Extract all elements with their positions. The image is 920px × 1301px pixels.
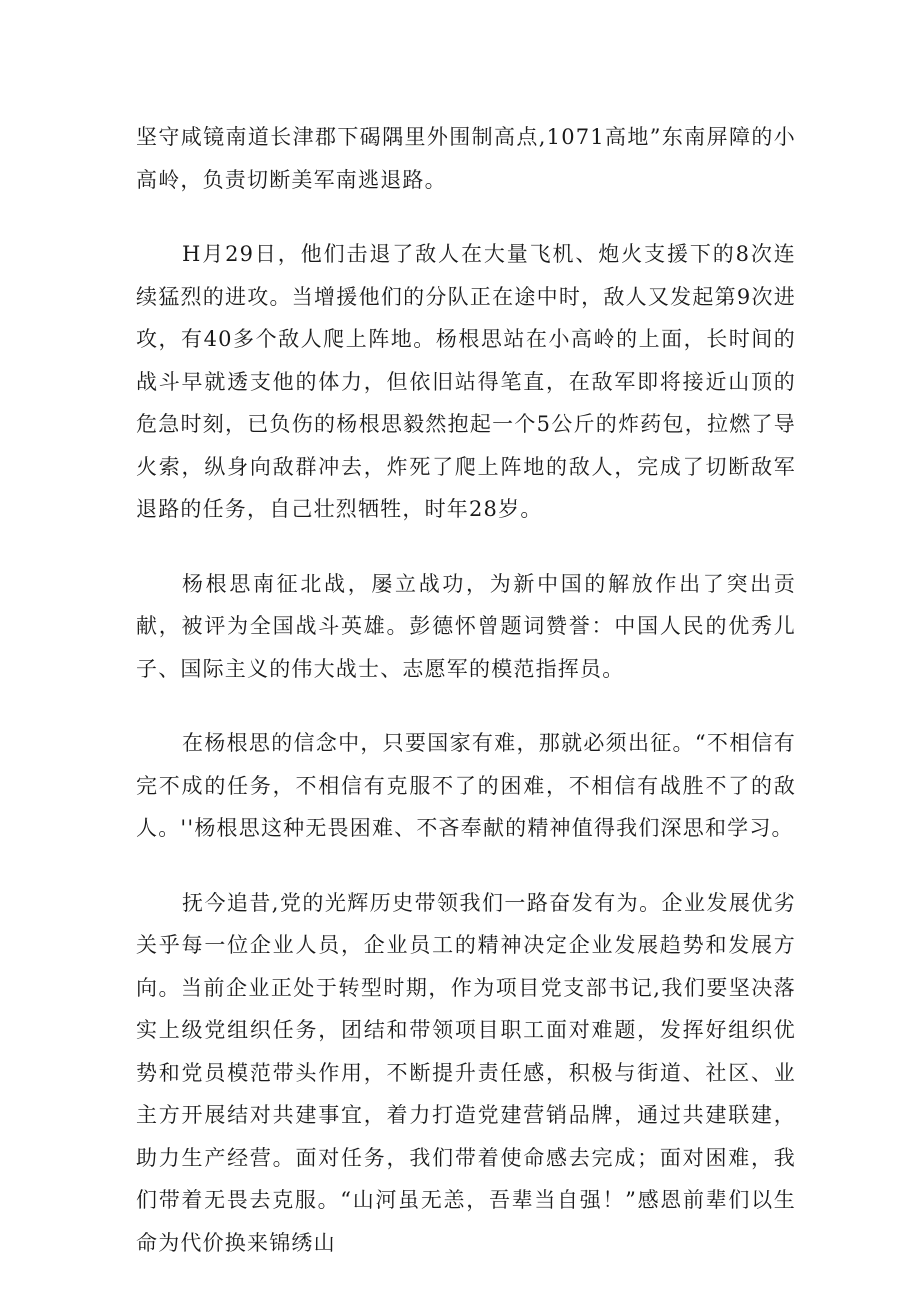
paragraph-3: 杨根思南征北战，屡立战功，为新中国的解放作出了突出贡献，被评为全国战斗英雄。彭德怀曾题词赞誉：中国人民的优秀儿子、国际主义的伟大战士、志愿军的模范指挥员。 xyxy=(136,571,796,681)
paragraph-4: 在杨根思的信念中，只要国家有难，那就必须出征。“不相信有完不成的任务，不相信有克服不了的困难，不相信有战胜不了的敌人。''杨根思这种无畏困难、不吝奉献的精神值得我们深思和学习。 xyxy=(136,731,796,840)
document-body xyxy=(136,116,796,1296)
paragraph-5: 抚今追昔,党的光辉历史带领我们一路奋发有为。企业发展优劣关乎每一位企业人员，企业员工的精神决定企业发展趋势和发展方向。当前企业正处于转型时期，作为项目党支部书记,我们要坚决落实上级党组织任务，团结和带领项目职工面对难题，发挥好组织优势和党员模范带头作用，不断提升责任感，积极与街道、社区、业主方开展结对共建事宜，着力打造党建营销品牌，通过共建联建，助力生产经营。面对任务，我们带着使命感去完成；面对困难，我们带着无畏去克服。“山河虽无恙，吾辈当自强！”感恩前辈们以生命为代价换来锦绣山 xyxy=(136,890,796,1255)
paragraph-1: 坚守咸镜南道长津郡下碣隅里外围制高点,1071高地”东南屏障的小高岭，负责切断美军南逃退路。 xyxy=(136,125,796,192)
paragraph-2: H月29日，他们击退了敌人在大量飞机、炮火支援下的8次连续猛烈的进攻。当增援他们的分队正在途中时，敌人又发起第9次进攻，有40多个敌人爬上阵地。杨根思站在小高岭的上面，长时间的战斗早就透支他的体力，但依旧站得笔直，在敌军即将接近山顶的危急时刻，已负伤的杨根思毅然抱起一个5公斤的炸药包，拉燃了导火索，纵身向敌群冲去，炸死了爬上阵地的敌人，完成了切断敌军退路的任务，自己壮烈牺牲，时年28岁。 xyxy=(136,242,796,521)
